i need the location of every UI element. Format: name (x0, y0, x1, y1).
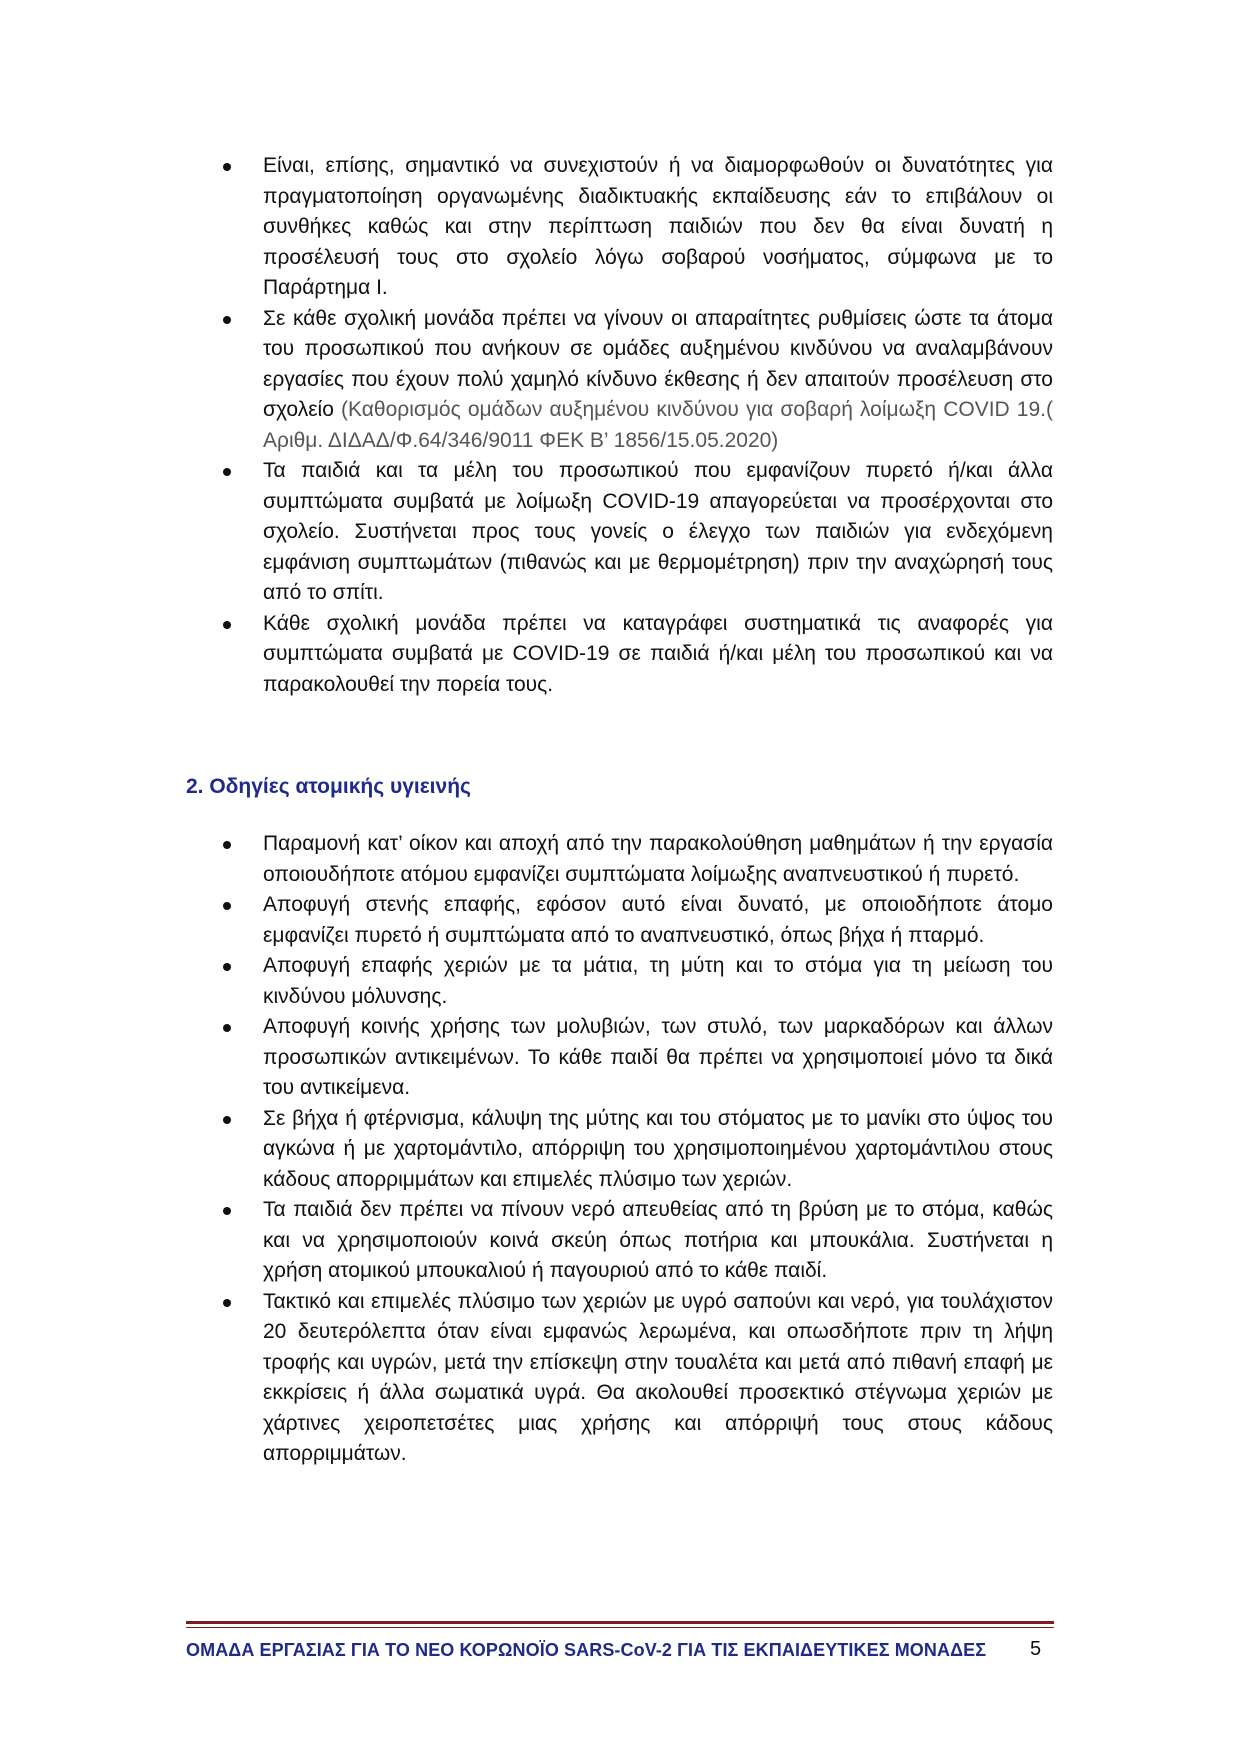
list-item-text: Σε βήχα ή φτέρνισμα, κάλυψη της μύτης και του στόματος με το μανίκι στο ύψος του αγκώνα ή με χαρτομάντιλο, απόρριψη του χρησιμοποιημένου χαρτομάντιλου στους κάδους απορριμμάτων και επιμελές πλύσιμο των χεριών. (263, 1106, 1053, 1191)
list-item-text: Αποφυγή στενής επαφής, εφόσον αυτό είναι δυνατό, με οποιοδήποτε άτομο εμφανίζει πυρετό ή συμπτώματα από το αναπνευστικό, όπως βήχα ή πταρμό. (263, 893, 1053, 947)
bullet-icon (223, 1024, 231, 1032)
bullet-icon (223, 1299, 231, 1307)
legal-reference: (Καθορισμός ομάδων αυξημένου κινδύνου για σοβαρή λοίμωξη COVID 19.( Αριθμ. ΔΙΔΑΔ/Φ.64/346/9011 ΦΕΚ Β’ 1856/15.05.2020) (263, 398, 1053, 452)
bullet-icon (223, 902, 231, 910)
list-item (263, 829, 1053, 890)
list-item-text-main: Σε κάθε σχολική μονάδα πρέπει να γίνουν οι απαραίτητες ρυθμίσεις ώστε τα άτομα του προσωπικού που ανήκουν σε ομάδες αυξημένου κινδύνου να αναλαμβάνουν εργασίες που έχουν πολύ χαμηλό κίνδυνο έκθεσης ή δεν απαιτούν προσέλευση στο σχολείο (263, 306, 1053, 421)
bullet-icon (223, 1116, 231, 1124)
footer-rule (186, 1627, 1054, 1628)
list-item (263, 1012, 1053, 1104)
bullet-icon (223, 963, 231, 971)
list-item-text: Είναι, επίσης, σημαντικό να συνεχιστούν ή να διαμορφωθούν οι δυνατότητες για πραγματοποίηση οργανωμένης διαδικτυακής εκπαίδευσης εάν το επιβάλουν οι συνθήκες καθώς και στην περίπτωση παιδιών που δεν θα είναι δυνατή η προσέλευσή τους στο σχολείο λόγω σοβαρού νοσήματος, σύμφωνα με το Παράρτημα Ι. (263, 154, 1053, 299)
list-item-text: Τα παιδιά δεν πρέπει να πίνουν νερό απευθείας από τη βρύση με το στόμα, καθώς και να χρησιμοποιούν κοινά σκεύη όπως ποτήρια και μπουκάλια. Συστήνεται η χρήση ατομικού μπουκαλιού ή παγουριού από το κάθε παιδί. (263, 1198, 1053, 1282)
list-item-text: Αποφυγή κοινής χρήσης των μολυβιών, των στυλό, των μαρκαδόρων και άλλων προσωπικών αντικειμένων. Το κάθε παιδί θα πρέπει να χρησιμοποιεί μόνο τα δικά του αντικείμενα. (263, 1015, 1053, 1099)
section-heading: 2. Οδηγίες ατομικής υγιεινής (186, 775, 471, 798)
bullet-icon (223, 1207, 231, 1215)
list-item-text: Παραμονή κατ’ οίκον και αποχή από την παρακολούθηση μαθημάτων ή την εργασία οποιουδήποτε ατόμου εμφανίζει συμπτώματα λοίμωξης αναπνευστικού ή πυρετό. (263, 832, 1053, 886)
list-item-text (263, 304, 1053, 457)
bullet-icon (223, 841, 231, 849)
list-item (263, 609, 1053, 701)
list-item (263, 1104, 1053, 1196)
list-item-text: Κάθε σχολική μονάδα πρέπει να καταγράφει συστηματικά τις αναφορές για συμπτώματα συμβατά με COVID-19 σε παιδιά ή/και μέλη του προσωπικού και να παρακολουθεί την πορεία τους. (263, 611, 1053, 696)
list-item (263, 456, 1053, 609)
bullet-list-hygiene (263, 829, 1053, 1470)
list-item (263, 304, 1053, 457)
footer-rule (186, 1621, 1054, 1624)
list-item (263, 1287, 1053, 1470)
list-item-text: Τακτικό και επιμελές πλύσιμο των χεριών με υγρό σαπούνι και νερό, για τουλάχιστον 20 δευτερόλεπτα όταν είναι εμφανώς λερωμένα, και οπωσδήποτε πριν τη λήψη τροφής και υγρών, μετά την επίσκεψη στην τουαλέτα και μετά από πιθανή επαφή με εκκρίσεις ή άλλα σωματικά υγρά. Θα ακολουθεί προσεκτικό στέγνωμα χεριών με χάρτινες χειροπετσέτες μιας χρήσης και απόρριψή τους στους κάδους απορριμμάτων. (263, 1289, 1053, 1465)
list-item (263, 951, 1053, 1012)
list-item (263, 1195, 1053, 1287)
bullet-icon (223, 621, 231, 629)
bullet-icon (223, 316, 231, 324)
list-item (263, 151, 1053, 304)
list-item-text: Τα παιδιά και τα μέλη του προσωπικού που εμφανίζουν πυρετό ή/και άλλα συμπτώματα συμβατά με λοίμωξη COVID-19 απαγορεύεται να προσέρχονται στο σχολείο. Συστήνεται προς τους γονείς ο έλεγχο των παιδιών για ενδεχόμενη εμφάνιση συμπτωμάτων (πιθανώς και με θερμομέτρηση) πριν την αναχώρησή τους από το σπίτι. (263, 459, 1053, 604)
footer-title: ΟΜΑΔΑ ΕΡΓΑΣΙΑΣ ΓΙΑ ΤΟ ΝΕΟ ΚΟΡΩΝΟΪΟ SARS-CoV-2 ΓΙΑ ΤΙΣ ΕΚΠΑΙΔΕΥΤΙΚΕΣ ΜΟΝΑΔΕΣ (186, 1640, 987, 1660)
page-number: 5 (1030, 1638, 1042, 1660)
list-item-text: Αποφυγή επαφής χεριών με τα μάτια, τη μύτη και το στόμα για τη μείωση του κινδύνου μόλυνσης. (263, 954, 1053, 1008)
bullet-list-general (263, 151, 1053, 700)
bullet-icon (223, 468, 231, 476)
list-item (263, 890, 1053, 951)
bullet-icon (223, 163, 231, 171)
